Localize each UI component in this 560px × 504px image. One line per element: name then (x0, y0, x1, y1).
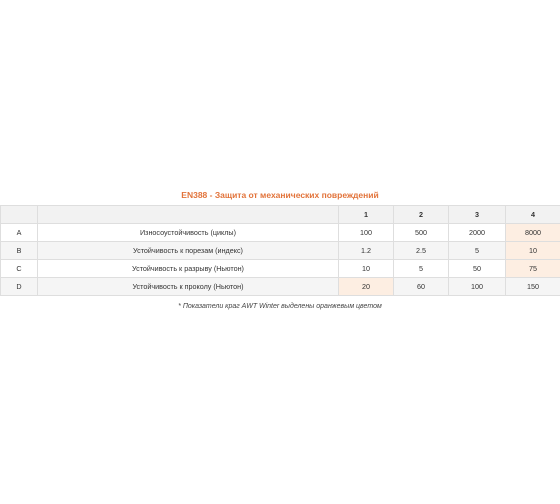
row-letter: B (1, 242, 38, 260)
row-letter: D (1, 278, 38, 296)
row-letter: A (1, 224, 38, 242)
header-level-2: 2 (394, 206, 449, 224)
value-cell: 5 (394, 260, 449, 278)
value-cell: 10 (339, 260, 394, 278)
value-cell: 8000 (506, 224, 560, 242)
header-level-1: 1 (339, 206, 394, 224)
value-cell: 60 (394, 278, 449, 296)
value-cell: 10 (506, 242, 560, 260)
row-letter: C (1, 260, 38, 278)
table-title: EN388 - Защита от механических повреждений (181, 190, 379, 200)
value-cell: 20 (339, 278, 394, 296)
value-cell: 100 (339, 224, 394, 242)
row-parameter: Износоустойчивость (циклы) (38, 224, 339, 242)
value-cell: 2.5 (394, 242, 449, 260)
table-header-row (1, 206, 560, 224)
value-cell: 2000 (449, 224, 506, 242)
footnote: * Показатели краг AWT Winter выделены оранжевым цветом (178, 303, 382, 310)
row-parameter: Устойчивость к проколу (Ньютон) (38, 278, 339, 296)
value-cell: 150 (506, 278, 560, 296)
value-cell: 1.2 (339, 242, 394, 260)
row-parameter: Устойчивость к порезам (индекс) (38, 242, 339, 260)
table-row (1, 260, 560, 278)
value-cell: 100 (449, 278, 506, 296)
table-row (1, 224, 560, 242)
header-level-4: 4 (506, 206, 560, 224)
header-letter (1, 206, 38, 224)
header-parameter (38, 206, 339, 224)
value-cell: 5 (449, 242, 506, 260)
table-row (1, 278, 560, 296)
value-cell: 75 (506, 260, 560, 278)
row-parameter: Устойчивость к разрыву (Ньютон) (38, 260, 339, 278)
en388-table (0, 205, 560, 296)
header-level-3: 3 (449, 206, 506, 224)
value-cell: 50 (449, 260, 506, 278)
value-cell: 500 (394, 224, 449, 242)
table-row (1, 242, 560, 260)
